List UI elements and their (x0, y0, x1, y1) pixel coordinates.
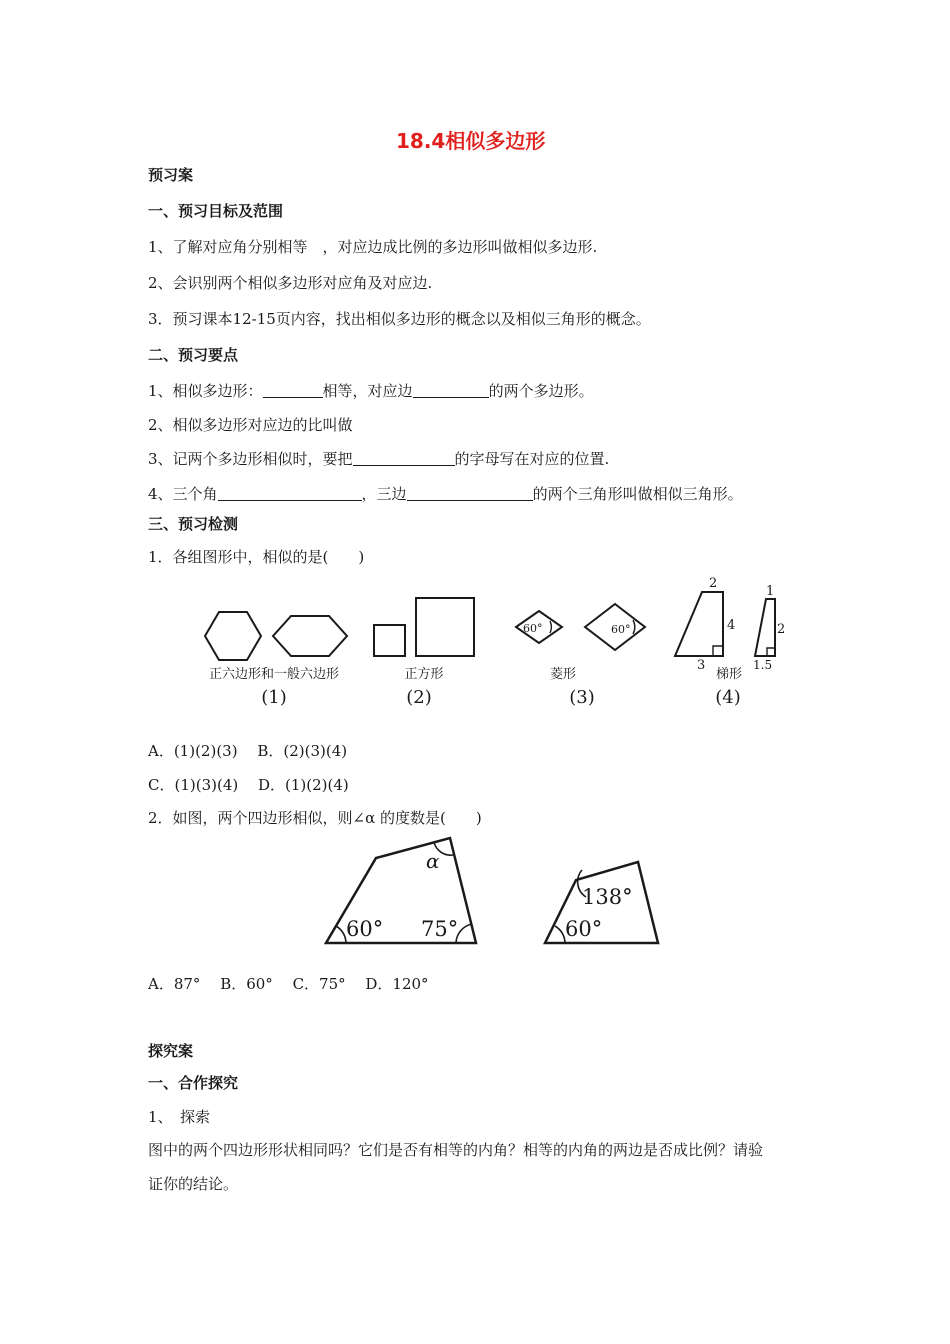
trap-small-top: 1 (766, 584, 775, 599)
section1-item-2: 2、会识别两个相似多边形对应角及对应边. (148, 274, 433, 292)
item3-part-a: 3、记两个多边形相似时，要把 (148, 450, 353, 468)
rhombus-angle-small: 60° (523, 622, 543, 635)
fig2-label: 正方形 (404, 667, 444, 682)
item4-part-a: 4、三个角 (148, 485, 218, 503)
small-square-shape (374, 625, 405, 656)
fig4-label: 梯形 (715, 667, 743, 682)
rhombus-angle-big: 60° (611, 623, 631, 636)
q2-options: A．87° B．60° C．75° D．120° (148, 975, 429, 993)
left-angle-b: 75° (421, 917, 459, 941)
right-angle-b: 60° (565, 917, 603, 941)
section3-heading: 三、预习检测 (148, 515, 239, 533)
section2-item-1 (148, 380, 594, 401)
regular-hexagon-shape (205, 612, 261, 660)
q1-stem: 1．各组图形中，相似的是( ) (148, 548, 365, 566)
fig3-label: 菱形 (549, 667, 577, 682)
trap-small-right: 2 (777, 622, 786, 637)
fig1-label: 正六边形和一般六边形 (208, 667, 340, 682)
blank-4a[interactable] (218, 485, 362, 501)
blank-3[interactable] (353, 450, 455, 466)
preview-heading: 预习案 (148, 166, 194, 184)
section2-item-3 (148, 448, 609, 469)
section2-item-2: 2、相似多边形对应边的比叫做 (148, 416, 353, 434)
q1-option-2: C．(1)(3)(4) D．(1)(2)(4) (148, 776, 349, 794)
blank-1a[interactable] (263, 382, 323, 398)
trap-big-top: 2 (709, 576, 718, 591)
fig2-num: (2) (406, 687, 432, 708)
q2-figure (320, 830, 670, 952)
section1-item-3: 3．预习课本12-15页内容，找出相似多边形的概念以及相似三角形的概念。 (148, 310, 651, 328)
fig3-num: (3) (569, 687, 595, 708)
trap-big-right: 4 (727, 618, 736, 633)
item1-part-a: 1、相似多边形： (148, 382, 263, 400)
left-angle-a: 60° (346, 917, 384, 941)
blank-4b[interactable] (407, 485, 533, 501)
explore-section1-heading: 一、合作探究 (148, 1074, 239, 1092)
page-title: 18.4相似多边形 (396, 129, 546, 153)
q1-option-1: A．(1)(2)(3) B．(2)(3)(4) (148, 742, 348, 760)
section2-item-4 (148, 483, 743, 504)
item1-part-c: 的两个多边形。 (488, 382, 594, 400)
explore-item-1: 1、 探索 (148, 1108, 211, 1126)
trap-big-bottom: 3 (697, 658, 706, 673)
explore-text-line-1: 图中的两个四边形形状相同吗？它们是否有相等的内角？相等的内角的两边是否成比例？请验 (148, 1141, 764, 1159)
alpha-label: α (426, 849, 440, 873)
item1-part-b: 相等，对应边 (322, 382, 413, 400)
item3-part-b: 的字母写在对应的位置. (454, 450, 610, 468)
general-hexagon-shape (273, 616, 347, 656)
trap-small-bottom: 1.5 (753, 658, 773, 672)
explore-heading: 探究案 (148, 1042, 194, 1060)
item4-part-c: 的两个三角形叫做相似三角形。 (532, 485, 743, 503)
section1-item-1: 1、了解对应角分别相等 ，对应边成比例的多边形叫做相似多边形. (148, 238, 598, 256)
big-square-shape (416, 598, 474, 656)
q2-stem: 2．如图，两个四边形相似，则∠α 的度数是( ) (148, 809, 482, 827)
explore-text-line-2: 证你的结论。 (148, 1175, 239, 1193)
section2-heading: 二、预习要点 (148, 346, 239, 364)
q1-figures (190, 574, 810, 714)
blank-1b[interactable] (413, 382, 489, 398)
section1-heading: 一、预习目标及范围 (148, 202, 284, 220)
fig4-num: (4) (715, 687, 741, 708)
right-angle-a: 138° (582, 885, 633, 909)
item4-part-b: ，三边 (361, 485, 407, 503)
fig1-num: (1) (261, 687, 287, 708)
